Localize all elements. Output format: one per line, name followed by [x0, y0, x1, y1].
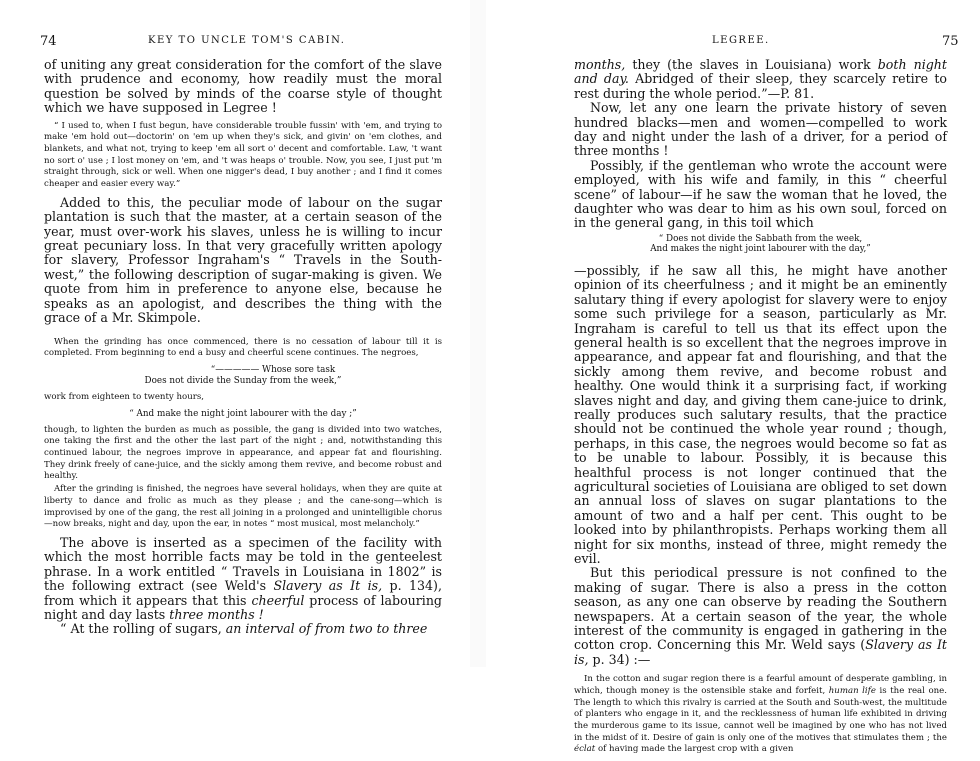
paragraph: Now, let any one learn the private history of seven hundred blacks—men and women—compelled to work day and night under the lash of a driver, for a period of three months ! [574, 100, 947, 159]
quoted-passage: though, to lighten the burden as much as possible, the gang is divided into two watches, one taking the first and the other the last part of the night ; and, notwithstanding this continued labour, the negroes improve in appearance, and appear fat and flourishing. They drink freely of cane-juice, and the sickly among them revive, and become robust and healthy. [44, 424, 442, 482]
paragraph: The above is inserted as a specimen of the facility with which the most horrible facts may be told in the genteelest phrase. In a work entitled “ Travels in Louisiana in 1802” is the following extract (see Weld's Slavery as It is, p. 134), from which it appears that this cheerful process of labouring night and day lasts three months ! [44, 534, 442, 622]
paragraph: Possibly, if the gentleman who wrote the account were employed, with his wife and family, in this “ cheerful scene” of labour—if he saw the woman that he loved, the daughter who was dear to him as his own soul, forced on in the general gang, in this toil which [574, 157, 947, 231]
page-number: 75 [942, 34, 959, 49]
paragraph: of uniting any great consideration for the comfort of the slave with prudence and economy, how readily must the moral question be solved by minds of the coarse style of thought which we have supposed in Legree ! [44, 57, 442, 116]
running-head: KEY TO UNCLE TOM'S CABIN. [148, 35, 346, 46]
book-gutter [470, 0, 486, 667]
running-head: LEGREE. [712, 35, 770, 46]
left-page [0, 0, 470, 667]
right-text-block [574, 58, 947, 761]
quoted-passage: work from eighteen to twenty hours, [44, 391, 205, 402]
paragraph: —possibly, if he saw all this, he might have another opinion of its cheerfulness ; and it might be an eminently salutary thing if every apologist for slavery were to enjoy some such privilege for a season, particularly as Mr. Ingraham is careful to tell us that its effect upon the general health is so excellent that the negroes improve in appearance, and appear fat and flourishing, and that the sickly among them revive, and become robust and healthy. One would think it a surprising fact, if working slaves night and day, and giving them cane-juice to drink, really produces such salutary results, that the practice should not be continued the whole year round ; though, perhaps, in this case, the negroes would become so fat as to be unable to labour. Possibly, it is because this healthful process is not longer continued that the agricultural societies of Louisiana are obliged to set down an annual loss of slaves on sugar plantations to the amount of two and a half per cent. This ought to be looked into by philanthropists. Perhaps working them all night for six months, instead of three, might remedy the evil. [574, 262, 947, 566]
quoted-passage: “ I used to, when I fust begun, have considerable trouble fussin' with 'em, and trying to make 'em hold out—doctorin' on 'em up when they's sick, and givin' on 'em clothes, and blankets, and what not, trying to keep 'em all sort o' decent and comfortable. Law, 't want no sort o' use ; I lost money on 'em, and 't was heaps o' trouble. Now, you see, I just put 'm straight through, sick or well. When one nigger's dead, I buy another ; and I find it comes cheaper and easier every way.” [44, 120, 442, 190]
quoted-passage: When the grinding has once commenced, there is no cessation of labour till it is completed. From beginning to end a busy and cheerful scene continues. The negroes, [44, 336, 442, 359]
verse-quote [574, 234, 947, 254]
quoted-passage: After the grinding is finished, the negroes have several holidays, when they are quite at liberty to dance and frolic as much as they please ; and the cane-song—which is improvised by one of the gang, the rest all joining in a prolonged and unintelligible chorus—now breaks, night and day, upon the ear, in notes “ most musical, most melancholy.” [44, 484, 442, 530]
paragraph: months, they (the slaves in Louisiana) work both night and day. Abridged of their sleep, they scarcely retire to rest during the whole period.”—P. 81. [574, 57, 948, 101]
page-number: 74 [40, 34, 57, 49]
quoted-passage: In the cotton and sugar region there is a fearful amount of desperate gambling, in which, though money is the ostensible stake and forfeit, human life is the real one. The length to which this rivalry is carried at the South and South-west, the multitude of planters who engage in it, and the recklessness of human life exhibited in driving the murderous game to its issue, cannot well be imagined by one who has not lived in the midst of it. Desire of gain is only one of the motives that stimulates them ; the éclat of having made the largest crop with a given [574, 674, 947, 755]
verse-line: Does not divide the Sunday from the week,” [144, 375, 342, 386]
verse-line: And makes the night joint labourer with the day,” [650, 243, 871, 254]
verse-line: “ Does not divide the Sabbath from the week, [658, 233, 863, 244]
paragraph: Added to this, the peculiar mode of labour on the sugar plantation is such that the master, at a certain season of the year, must over-work his slaves, unless he is willing to incur great pecuniary loss. In that very gracefully written apology for slavery, Professor Ingraham's “ Travels in the South-west,” the following description of sugar-making is given. We quote from him in preference to anyone else, because he speaks as an apologist, and describes the thing with the grace of a Mr. Skimpole. [44, 194, 442, 326]
left-text-block [44, 58, 442, 637]
paragraph: “ At the rolling of sugars, an interval of from two to three [60, 621, 428, 637]
right-page [486, 0, 980, 755]
verse-quote [44, 365, 442, 387]
paragraph: But this periodical pressure is not confined to the making of sugar. There is also a press in the cotton season, as any one can observe by reading the Southern newspapers. At a certain season of the year, the whole interest of the community is engaged in gathering in the cotton crop. Concerning this Mr. Weld says (Slavery as It is, p. 34) :— [574, 565, 947, 667]
verse-line: “————— Whose sore task [210, 364, 336, 375]
verse-quote: “ And make the night joint labourer with the day ;” [129, 408, 357, 419]
